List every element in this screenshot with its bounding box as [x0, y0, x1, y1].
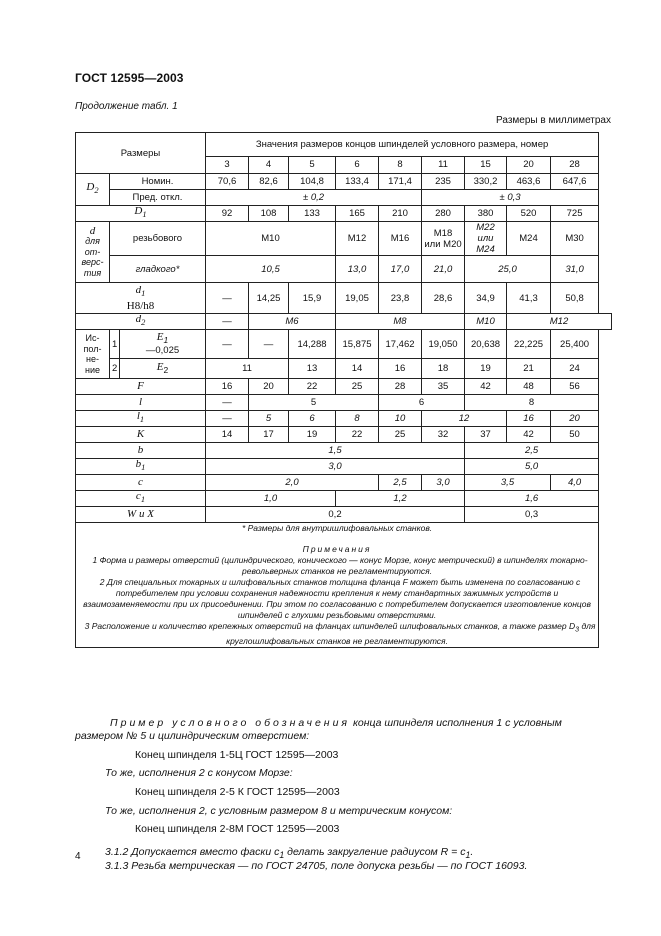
symbol-text: c [135, 490, 141, 503]
clause-3-1-3: 3.1.3 Резьба метрическая — по ГОСТ 24705, поле допуска резьбы — по ГОСТ 16093. [105, 860, 528, 872]
cell: 133,4 [336, 174, 379, 190]
cell: 16 [379, 359, 422, 379]
cell: 20 [249, 379, 289, 395]
cell: 647,6 [551, 174, 599, 190]
row-l1 [76, 411, 612, 427]
cell: M12 [507, 314, 612, 330]
cell: 2,5 [379, 475, 422, 491]
cell: 171,4 [379, 174, 422, 190]
spindle-dimensions-table [75, 132, 612, 648]
bore-d-line: для [85, 236, 100, 247]
cell: 3,5 [465, 475, 551, 491]
symbol-sub: 1 [163, 334, 169, 345]
cell: M30 [551, 222, 599, 256]
cell: 42 [507, 427, 551, 443]
row-E2 [76, 359, 612, 379]
symbol-D2 [76, 174, 110, 206]
cell [422, 222, 465, 256]
cell: 4,0 [551, 475, 599, 491]
cell: M12 [336, 222, 379, 256]
cell: 92 [206, 206, 249, 222]
symbol-sub: 2 [141, 317, 146, 328]
cell-line: M22 [476, 222, 495, 233]
clause-text: . [470, 846, 474, 858]
cell: 10,5 [206, 256, 336, 283]
cell: 37 [465, 427, 507, 443]
header-num: 11 [422, 156, 465, 173]
row-d-threaded [76, 222, 612, 256]
cell: 2,0 [206, 475, 379, 491]
cell: 31,0 [551, 256, 599, 283]
execution-line: не- [86, 354, 99, 364]
row-b1 [76, 459, 612, 475]
cell: 16 [507, 411, 551, 427]
cell: 725 [551, 206, 599, 222]
example-text-2: То же, исполнения 2 с конусом Морзе: [105, 767, 293, 779]
standard-title: ГОСТ 12595—2003 [75, 71, 184, 85]
symbol-sub: 1 [142, 209, 147, 220]
cell: 50 [551, 427, 599, 443]
header-num: 6 [336, 156, 379, 173]
cell: 15,875 [336, 330, 379, 359]
cell: 14,288 [289, 330, 336, 359]
table-footnote: * Размеры для внутришлифовальных станков. [241, 523, 433, 533]
row-d2 [76, 314, 612, 330]
cell: — [206, 411, 249, 427]
table-header-row [76, 133, 612, 157]
clause-sub: 1 [465, 850, 471, 861]
row-D2-deviation [76, 190, 612, 206]
cell: 11 [206, 359, 289, 379]
cell: 1,2 [336, 491, 465, 507]
symbol-text: D [86, 181, 95, 194]
symbol-sub: 1 [141, 288, 146, 299]
execution-line: пол- [83, 343, 102, 354]
cell-line: или M24 [476, 233, 495, 255]
cell: 23,8 [379, 283, 422, 314]
symbol-text: E [156, 360, 164, 373]
example-paragraph [75, 717, 612, 743]
row-c [76, 475, 612, 491]
label-threaded: резьбового [110, 222, 206, 256]
cell: 0,3 [465, 507, 599, 523]
symbol-sub: 1 [140, 494, 146, 505]
cell: 13 [289, 359, 336, 379]
cell: 28,6 [422, 283, 465, 314]
cell: 380 [465, 206, 507, 222]
row-c1 [76, 491, 612, 507]
notes-title: Примечания [302, 544, 372, 554]
cell-line: или M20 [424, 238, 462, 250]
symbol-l: l [76, 395, 206, 411]
row-K [76, 427, 612, 443]
symbol-b1 [76, 459, 206, 475]
header-num: 5 [289, 156, 336, 173]
cell: 12 [422, 411, 507, 427]
symbol-text: E [156, 330, 164, 343]
cell: 20 [551, 411, 599, 427]
row-l [76, 395, 612, 411]
cell: 463,6 [507, 174, 551, 190]
symbol-text: D [134, 205, 143, 218]
cell: 19,05 [336, 283, 379, 314]
cell: 17 [249, 427, 289, 443]
symbol-tolerance: —0,025 [145, 345, 180, 357]
cell: 210 [379, 206, 422, 222]
cell: 165 [336, 206, 379, 222]
cell: — [249, 330, 289, 359]
cell: M6 [249, 314, 336, 330]
header-group: Значения размеров концов шпинделей условного размера, номер [206, 133, 599, 157]
symbol-c: c [76, 475, 206, 491]
label-deviation: Пред. откл. [110, 190, 206, 206]
row-D2-nominal [76, 174, 612, 190]
cell: 108 [249, 206, 289, 222]
symbol-b: b [76, 443, 206, 459]
cell: 25,0 [465, 256, 551, 283]
clause-sub: 1 [279, 850, 285, 861]
row-D1 [76, 206, 612, 222]
cell: 25 [336, 379, 379, 395]
cell: 330,2 [465, 174, 507, 190]
cell: 16 [206, 379, 249, 395]
cell: 1,5 [206, 443, 465, 459]
note-3-text: 3 Расположение и количество крепежных отверстий на фланцах шпинделей шлифовальных станков, а также размер D [84, 621, 576, 631]
cell: 1,6 [465, 491, 599, 507]
cell: 3,0 [422, 475, 465, 491]
notes-block [76, 523, 599, 648]
cell: 18 [422, 359, 465, 379]
cell: 48 [507, 379, 551, 395]
cell: 50,8 [551, 283, 599, 314]
bore-d-line: d [89, 224, 96, 237]
example-text-3: То же, исполнения 2, с условным размером 8 и метрическим конусом: [105, 805, 453, 817]
cell: 1,0 [206, 491, 336, 507]
row-WX [76, 507, 612, 523]
symbol-sub: 1 [141, 462, 146, 473]
cell: 3,0 [206, 459, 465, 475]
symbol-E1 [120, 330, 206, 359]
cell: 13,0 [336, 256, 379, 283]
units-label: Размеры в миллиметрах [496, 115, 611, 126]
cell: 21 [507, 359, 551, 379]
symbol-text: d [135, 313, 142, 326]
cell: 25 [379, 427, 422, 443]
table-continuation-label: Продолжение табл. 1 [75, 101, 178, 112]
row-E1 [76, 330, 612, 359]
cell: 42 [465, 379, 507, 395]
cell: 82,6 [249, 174, 289, 190]
cell: 520 [507, 206, 551, 222]
example-lead-rest: конца шпинделя исполнения 1 с условным размером № 5 и цилиндрическим отверстием: [75, 717, 562, 742]
symbol-text: l [136, 410, 140, 423]
cell: — [206, 395, 249, 411]
note-3 [78, 621, 596, 647]
example-designation-1: Конец шпинделя 1-5Ц ГОСТ 12595—2003 [135, 749, 339, 761]
cell: 22 [289, 379, 336, 395]
bore-d-line: тия [83, 267, 102, 278]
label-execution [76, 330, 110, 379]
cell: 14 [336, 359, 379, 379]
cell: 10 [379, 411, 422, 427]
cell: 0,2 [206, 507, 465, 523]
clause-text: 3.1.2 Допускается вместо фаски c [105, 846, 280, 858]
cell: ± 0,3 [422, 190, 599, 206]
cell: — [206, 314, 249, 330]
symbol-sub: 2 [94, 185, 99, 196]
cell: — [206, 330, 249, 359]
cell: 35 [422, 379, 465, 395]
cell: 8 [336, 411, 379, 427]
symbol-sub: 1 [139, 414, 145, 425]
row-d1 [76, 283, 612, 314]
clause-text: делать закругление радиусом R = c [284, 846, 466, 858]
symbol-d1 [76, 283, 206, 314]
cell: 280 [422, 206, 465, 222]
cell: 70,6 [206, 174, 249, 190]
execution-1: 1 [110, 330, 120, 359]
cell: 21,0 [422, 256, 465, 283]
cell: 28 [379, 379, 422, 395]
page-number: 4 [75, 851, 81, 862]
cell: 41,3 [507, 283, 551, 314]
execution-2: 2 [110, 359, 120, 379]
symbol-K: K [76, 427, 206, 443]
cell: 14,25 [249, 283, 289, 314]
cell: 19 [465, 359, 507, 379]
execution-line: ние [84, 364, 100, 375]
symbol-d2 [76, 314, 206, 330]
row-d-smooth [76, 256, 612, 283]
cell: M10 [206, 222, 336, 256]
example-designation-3: Конец шпинделя 2-8М ГОСТ 12595—2003 [135, 823, 340, 835]
header-num: 8 [379, 156, 422, 173]
cell: 20,638 [465, 330, 507, 359]
symbol-text: b [135, 458, 142, 471]
cell: 5 [249, 411, 289, 427]
symbol-c1 [76, 491, 206, 507]
label-smooth: гладкого* [110, 256, 206, 283]
row-notes [76, 523, 612, 648]
label-bore-d [76, 222, 110, 283]
note-1: 1 Форма и размеры отверстий (цилиндрического, конического — конус Морзе, конус метрический) в шпинделях токарно-револьверных станков не регламентируются. [92, 555, 588, 576]
cell: 8 [465, 395, 599, 411]
symbol-text: d [135, 284, 142, 297]
row-b [76, 443, 612, 459]
example-lead: Пример условного обозначения [110, 717, 351, 729]
cell: 235 [422, 174, 465, 190]
bore-d-line: от- [84, 246, 101, 257]
cell: 19,050 [422, 330, 465, 359]
example-designation-2: Конец шпинделя 2-5 К ГОСТ 12595—2003 [135, 786, 340, 798]
header-num: 20 [507, 156, 551, 173]
bore-d-line: верс- [81, 257, 104, 268]
cell: 32 [422, 427, 465, 443]
cell: 22,225 [507, 330, 551, 359]
execution-line: Ис- [85, 333, 100, 343]
cell: 19 [289, 427, 336, 443]
cell: — [206, 283, 249, 314]
cell: 6 [289, 411, 336, 427]
cell: 22 [336, 427, 379, 443]
note-2: 2 Для специальных токарных и шлифовальных станков толщина фланца F может быть изменена по согласованию с потребителем при условии сохранения надежности крепления к нему стандартных зажимных устройств и взаимозаменяемости при их присоединении. При этом по согласованию с потребителем допускается изготовление концов шпинделей с глухими резьбовыми отверстиями. [83, 577, 591, 620]
cell: 24 [551, 359, 599, 379]
cell: 14 [206, 427, 249, 443]
note-3-sub: 3 [575, 625, 580, 634]
cell: 15,9 [289, 283, 336, 314]
cell: 17,462 [379, 330, 422, 359]
cell: 133 [289, 206, 336, 222]
cell: 2,5 [465, 443, 599, 459]
header-sizes: Размеры [76, 133, 206, 174]
cell: 5 [249, 395, 379, 411]
label-nominal: Номин. [110, 174, 206, 190]
cell: M24 [507, 222, 551, 256]
cell: 25,400 [551, 330, 599, 359]
symbol-l1 [76, 411, 206, 427]
header-num: 28 [551, 156, 599, 173]
symbol-sub: 2 [163, 364, 169, 375]
cell: 5,0 [465, 459, 599, 475]
cell: 17,0 [379, 256, 422, 283]
note-3-text-end: для круглошлифовальных станков не регламентируются. [226, 621, 596, 646]
cell: ± 0,2 [206, 190, 422, 206]
cell: M8 [336, 314, 465, 330]
symbol-WX: W и X [76, 507, 206, 523]
cell: M10 [465, 314, 507, 330]
symbol-F: F [76, 379, 206, 395]
cell [465, 222, 507, 256]
symbol-tolerance: H8/h8 [126, 299, 155, 312]
cell: 56 [551, 379, 599, 395]
cell: 104,8 [289, 174, 336, 190]
symbol-E2 [120, 359, 206, 379]
symbol-D1 [76, 206, 206, 222]
cell: M16 [379, 222, 422, 256]
row-F [76, 379, 612, 395]
header-num: 3 [206, 156, 249, 173]
header-num: 4 [249, 156, 289, 173]
cell: 6 [379, 395, 465, 411]
cell-line: M18 [433, 227, 453, 239]
cell: 34,9 [465, 283, 507, 314]
header-num: 15 [465, 156, 507, 173]
